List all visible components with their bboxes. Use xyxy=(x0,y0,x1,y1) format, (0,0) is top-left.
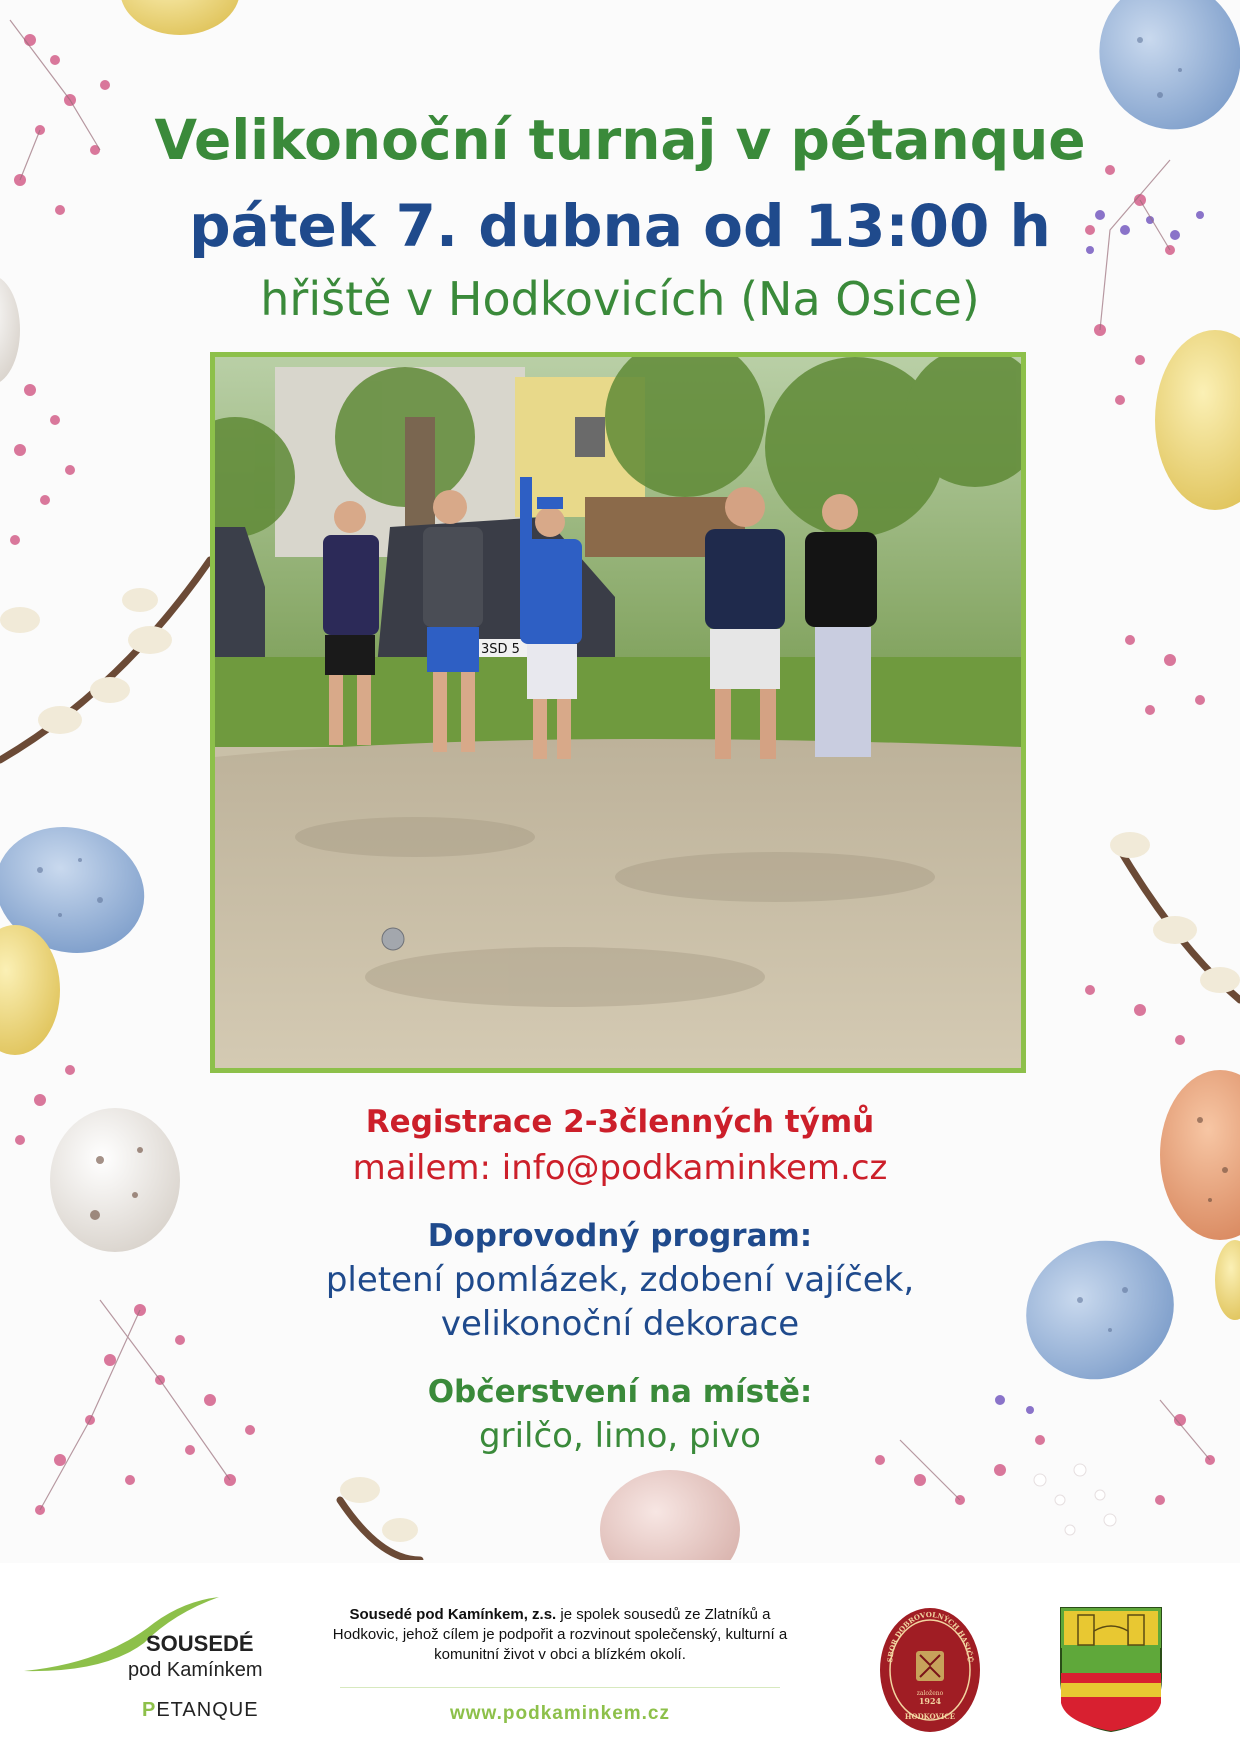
photo-boule xyxy=(382,928,404,950)
program-line-2: velikonoční dekorace xyxy=(440,1304,800,1344)
event-date: pátek 7. dubna od 13:00 h xyxy=(189,192,1051,260)
hodkovice-coat-of-arms xyxy=(1056,1603,1166,1733)
website-link[interactable]: www.podkaminkem.cz xyxy=(449,1703,670,1724)
logo-subtitle: pod Kamínkem xyxy=(128,1659,263,1681)
footer xyxy=(0,1563,1240,1754)
association-text: je spolek sousedů ze Zlatníků a Hodkovic, jehož cílem je podpořit a rozvinout společenský, kulturní a komunitní život v obci a blízkém okolí. xyxy=(332,1606,788,1663)
footer-divider xyxy=(340,1687,780,1688)
registration-heading: Registrace 2-3členných týmů xyxy=(365,1104,875,1140)
fire-brigade-seal xyxy=(878,1605,982,1735)
program-heading: Doprovodný program: xyxy=(427,1218,813,1254)
association-description xyxy=(320,1605,800,1665)
egg-yellow-right xyxy=(1155,330,1240,510)
seal-year: 1924 xyxy=(918,1696,942,1706)
egg-pink-bottom xyxy=(600,1470,740,1560)
registration-email: mailem: info@podkaminkem.cz xyxy=(352,1148,888,1188)
event-venue: hřiště v Hodkovicích (Na Osice) xyxy=(260,272,980,326)
association-name: Sousedé pod Kamínkem, z.s. xyxy=(349,1606,557,1623)
seal-text-top: SBOR DOBROVOLNÝCH HASIČŮ xyxy=(885,1609,975,1663)
egg-yellow-top-left xyxy=(120,0,240,35)
logo-name: SOUSEDÉ xyxy=(146,1631,254,1656)
photo-car-plate: 3SD 5 xyxy=(481,642,520,657)
logo-petanque xyxy=(142,1699,259,1722)
seal-text-bottom: HODKOVICE xyxy=(904,1712,956,1721)
logo-petanque-initial: P xyxy=(142,1699,157,1721)
program-line-1: pletení pomlázek, zdobení vajíček, xyxy=(325,1260,915,1300)
seal-founded: založeno xyxy=(916,1690,944,1697)
refreshments-heading: Občerstvení na místě: xyxy=(427,1374,813,1410)
logo-petanque-rest: ETANQUE xyxy=(156,1699,259,1721)
photo-frame xyxy=(210,352,1026,1073)
photo-petanque-court xyxy=(215,739,1021,1068)
refreshments-text: grilčo, limo, pivo xyxy=(479,1416,761,1456)
petanque-players-photo xyxy=(215,357,1021,1068)
event-title: Velikonoční turnaj v pétanque xyxy=(154,108,1086,172)
